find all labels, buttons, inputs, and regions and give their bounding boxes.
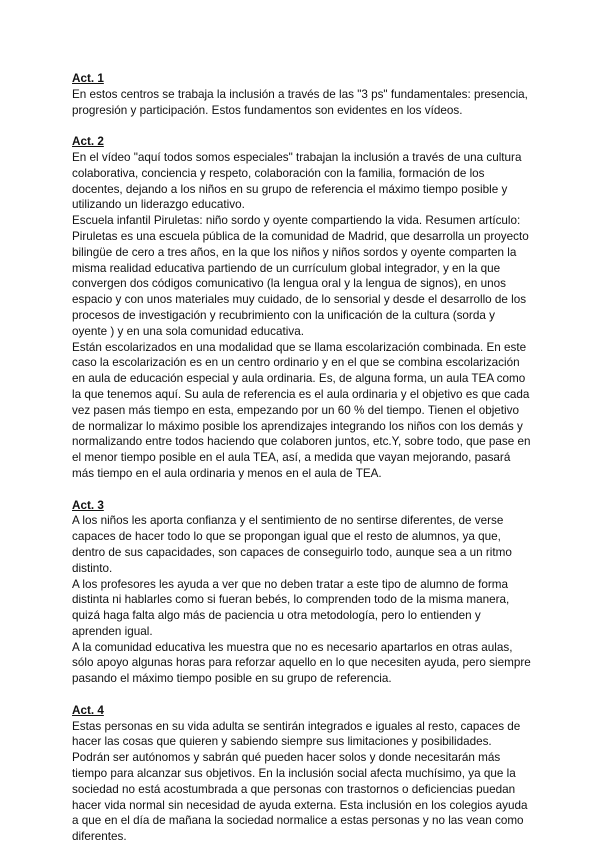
paragraph: En el vídeo "aquí todos somos especiales" trabajan la inclusión a través de una cultura colaborativa, conciencia y respeto, colaboración con la familia, formación de los docentes, dejando a los niños en su grupo de referencia el máximo tiempo posible y utilizando un liderazgo educativo.	[72, 150, 522, 212]
section-heading: Act. 1	[72, 72, 104, 85]
paragraph: Están escolarizados en una modalidad que se llama escolarización combinada. En este caso la escolarización es en un centro ordinario y en el que se combina escolarización en aula de educación especial y aula ordinaria. Es, de alguna forma, un aula TEA como la que tenemos aquí. Su aula de referencia es el aula ordinaria y el objetivo es que cada vez pasen más tiempo en esta, empezando por un 60 % del tiempo. Tienen el objetivo de normalizar lo máximo posible los aprendizajes integrando los niños con los demás y normalizando entre todos haciendo que colaboren juntos, etc.Y, sobre todo, que pase en el menor tiempo posible en el aula TEA, así, a medida que vayan mejorando, pasará más tiempo en el aula ordinaria y menos en el aula de TEA.	[72, 340, 531, 480]
paragraph: A los niños les aporta confianza y el sentimiento de no sentirse diferentes, de verse capaces de hacer todo lo que se propongan igual que el resto de alumnos, ya que, dentro de sus capacidades, son capaces de conseguirlo todo, aunque sea a un ritmo distinto.	[72, 514, 512, 575]
paragraph: Escuela infantil Piruletas: niño sordo y oyente compartiendo la vida. Resumen artículo: Piruletas es una escuela pública de la comunidad de Madrid, que desarrolla un proyecto bilingüe de cero a tres años, en la que los niños y niños sordos y oyente comparten la misma realidad educativa partiendo de un currículum global integrador, y en la que convergen dos códigos comunicativo (la lengua oral y la lengua de signos), en unos espacio y con unos materiales muy cuidado, de lo sensorial y desde el desarrollo de los procesos de investigación y recubrimiento con la unificación de la cultura (sorda y oyente ) y en una sola comunidad educativa.	[72, 214, 529, 338]
section-heading: Act. 4	[72, 703, 104, 717]
section-act-3	[72, 498, 532, 688]
section-act-4	[72, 703, 532, 845]
document-page	[72, 71, 532, 861]
paragraph: A la comunidad educativa les muestra que no es necesario apartarlos en otras aulas, sólo apoyo algunas horas para reforzar aquello en lo que necesiten ayuda, pero siempre pasando el máximo tiempo posible en su grupo de referencia.	[72, 640, 531, 686]
paragraph: Estas personas en su vida adulta se sentirán integrados e iguales al resto, capaces de hacer las cosas que quieren y sabiendo siempre sus limitaciones y posibilidades. Podrán ser autónomos y sabrán qué pueden hacer solos y donde necesitarán más tiempo para alcanzar sus objetivos. En la inclusión social afecta muchísimo, ya que la sociedad no está acostumbrada a que personas con trastornos o deficiencias puedan hacer vida normal sin necesidad de ayuda externa. Esta inclusión en los colegios ayuda a que en el día de mañana la sociedad normalice a estas personas y no las vean como diferentes.	[72, 719, 528, 844]
paragraph: A los profesores les ayuda a ver que no deben tratar a este tipo de alumno de forma distinta ni hablarles como si fueran bebés, lo comprenden todo de la misma manera, quizá haga falta algo más de paciencia u otra metodología, pero lo entienden y aprenden igual.	[72, 577, 510, 638]
section-heading: Act. 2	[72, 135, 104, 149]
section-heading: Act. 3	[72, 498, 104, 512]
section-act-2	[72, 134, 532, 482]
paragraph: En estos centros se trabaja la inclusión a través de las "3 ps" fundamentales: presencia, progresión y participación. Estos fundamentos son evidentes en los vídeos.	[72, 87, 528, 117]
section-act-1	[72, 71, 532, 118]
